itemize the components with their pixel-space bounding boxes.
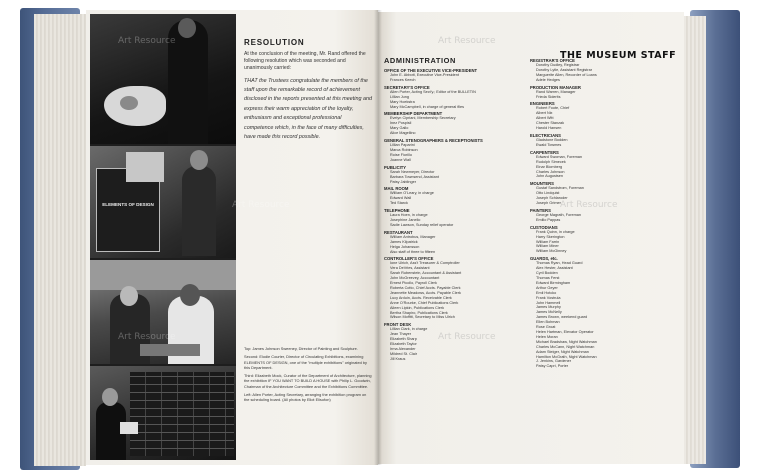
staff-member: James Kilpatrick	[390, 239, 418, 244]
staff-member: Ted Starck	[390, 201, 408, 206]
staff-member: Emil Hotcko	[536, 290, 557, 295]
staff-member: Marca Robinson	[390, 147, 418, 152]
staff-member: Also staff of three to fifteen	[390, 249, 436, 254]
section-heading: CARPENTERS	[530, 149, 559, 155]
staff-member: Rudolph Simecek	[536, 159, 566, 164]
staff-section	[530, 133, 680, 148]
watermark: Art Resource	[560, 200, 618, 210]
staff-member: Otto Lindquist	[536, 191, 560, 196]
staff-section	[384, 111, 524, 136]
staff-member: Lillian Clark, in charge	[390, 327, 428, 332]
staff-member: Irma Alexander	[390, 346, 416, 351]
watermark: Art Resource	[438, 332, 496, 342]
staff-member: Emilio Pappas	[536, 217, 561, 222]
staff-member: Gustaf Sandstrom, Foreman	[536, 186, 584, 191]
resolution-block	[244, 38, 372, 142]
staff-member: Adam Steiger, Night Watchman	[536, 349, 589, 354]
staff-section	[384, 256, 524, 320]
staff-member: Aileen Lipkin, Publications Clerk	[390, 305, 445, 310]
staff-section	[384, 165, 524, 185]
resolution-intro: At the conclusion of the meeting, Mr. Rand offered the following resolution which was seconded and unanimously carried:	[244, 51, 366, 72]
staff-member: Mildred St. Clair	[390, 351, 418, 356]
section-heading: SECRETARY'S OFFICE	[384, 84, 430, 90]
staff-section	[384, 68, 524, 83]
staff-section	[530, 208, 680, 223]
staff-section	[530, 225, 680, 255]
photo-mock-goodwin-house	[90, 260, 236, 364]
staff-member: Frieda Siderits	[536, 94, 561, 99]
administration-heading: ADMINISTRATION	[384, 56, 456, 65]
staff-member: John Hammell	[536, 300, 561, 305]
resolution-heading: RESOLUTION	[244, 38, 305, 47]
staff-member: Bertha Shapiro, Publications Clerk	[390, 310, 448, 315]
staff-member: Wilson Moffitt, Secretary to Miss Ulrich	[390, 315, 455, 320]
staff-member: Marguerite Allen, Recorder of Loans	[536, 72, 597, 77]
staff-section	[384, 230, 524, 255]
staff-member: Patsy Jablinger	[390, 179, 416, 184]
staff-member: Frank Quinn, in charge	[536, 229, 575, 234]
staff-member: Arthur Geyer	[536, 285, 558, 290]
staff-member: Barbara Townsend, Assistant	[390, 174, 439, 179]
section-heading: OFFICE OF THE EXECUTIVE VICE-PRESIDENT	[384, 68, 478, 73]
staff-member: Jill Kraus	[390, 356, 406, 361]
photo-porter-scheduling-board	[90, 366, 236, 460]
staff-member: Harry Skerington	[536, 234, 565, 239]
staff-member: Albert Witt	[536, 116, 554, 121]
staff-member: Edward Swoman, Foreman	[536, 154, 583, 159]
staff-member: Jeannette Meadows, Accts. Payable Clerk	[390, 290, 461, 295]
staff-member: Cyril Bodden	[536, 271, 558, 276]
section-heading: FRONT DESK	[384, 322, 412, 328]
section-heading: PRODUCTION MANAGER	[530, 84, 581, 90]
staff-section	[384, 85, 524, 110]
staff-member: William McGinney	[536, 249, 567, 254]
staff-member: Harold Hansen	[536, 126, 562, 131]
photo-courter-elements-of-design	[90, 146, 236, 258]
photo-sweeney-sculpture	[90, 14, 236, 144]
watermark: Art Resource	[438, 36, 496, 46]
staff-member: Frank Vostrula	[536, 295, 561, 300]
staff-member: Alice Magellino	[390, 131, 416, 136]
section-heading: GUARDS, etc.	[530, 256, 558, 262]
book-gutter	[374, 10, 382, 465]
staff-member: Joanne Wall	[390, 157, 411, 162]
watermark: Art Resource	[232, 200, 290, 210]
staff-section	[530, 85, 680, 100]
staff-member: Helen Moran	[536, 334, 558, 339]
staff-member: Elizabeth Sharp	[390, 337, 417, 342]
staff-member: Albert Nix	[536, 111, 553, 116]
section-heading: TELEPHONE	[384, 208, 410, 214]
section-heading: CONTROLLER'S OFFICE	[384, 256, 434, 262]
staff-member: Rose Groat	[536, 325, 556, 330]
watermark: Art Resource	[118, 36, 176, 46]
staff-member: Lucy Arduin, Accts. Receivable Clerk	[390, 295, 452, 300]
staff-member: Gladstone Bodden	[536, 137, 568, 142]
staff-member: Michael Bradshaw, Night Watchman	[536, 339, 597, 344]
staff-member: Helga Johansson	[390, 244, 420, 249]
staff-member: James McNelly	[536, 310, 562, 315]
photo-column	[90, 14, 236, 460]
staff-section	[384, 186, 524, 206]
staff-section	[530, 150, 680, 180]
staff-member: John Augustsen	[536, 174, 564, 179]
administration-column	[384, 56, 524, 364]
staff-member: Einar Blomberg	[536, 164, 563, 169]
section-heading: REGISTRAR'S OFFICE	[530, 58, 575, 63]
staff-member: Dorothy Dudley, Registrar	[536, 63, 580, 67]
staff-member: Mary McCampbell, in charge of general files	[390, 104, 465, 109]
staff-member: Anne O'Rourke, Chief Publications Clerk	[390, 300, 459, 305]
staff-member: John McGreevey, Accountant	[390, 276, 440, 281]
section-heading: PAINTERS	[530, 207, 551, 213]
watermark: Art Resource	[118, 332, 176, 342]
staff-member: Edward Birmingham	[536, 280, 571, 285]
section-heading: PUBLICITY	[384, 164, 407, 170]
staff-member: William O'Leary, in charge	[390, 191, 434, 196]
staff-member: James Brown, weekend guard	[536, 315, 588, 320]
staff-member: Mary Gallo	[390, 126, 409, 131]
section-heading: MEMBERSHIP DEPARTMENT	[384, 111, 443, 117]
photo-captions	[244, 346, 372, 406]
staff-member: Ernest Picollo, Payroll Clerk	[390, 281, 437, 286]
staff-member: Joseph Grimer	[536, 201, 561, 206]
staff-member: Sadie Lawson, Sunday relief operator	[390, 222, 454, 227]
staff-member: Helen Hartman, Elevator Operator	[536, 329, 594, 334]
staff-member: Lillian Jung	[390, 94, 409, 99]
staff-member: Hamilton McGrath, Night Watchman	[536, 354, 597, 359]
staff-member: Ellen Bohman	[536, 320, 560, 325]
staff-member: Alex Hester, Assistant	[536, 266, 573, 271]
staff-member: Rand Warren, Manager	[536, 89, 576, 94]
staff-list	[530, 58, 680, 369]
section-heading: MAIL ROOM	[384, 186, 409, 192]
staff-section	[530, 58, 680, 83]
staff-member: James Murphy	[536, 305, 561, 310]
staff-member: Sarah Rubenstein, Accountant & Assistant	[390, 271, 462, 276]
staff-member: Chester Stanzak	[536, 121, 565, 126]
staff-member: Jean Thayer	[390, 332, 412, 337]
staff-member: Sarah Newmeyer, Director	[390, 169, 435, 174]
museum-staff-heading: THE MUSEUM STAFF	[560, 50, 677, 61]
staff-section	[384, 138, 524, 163]
staff-member: Mary Hoekstra	[390, 99, 415, 104]
section-heading: CUSTODIANS	[530, 224, 558, 230]
staff-member: Ione Ulrich, Ass't Treasurer & Comptroller	[390, 261, 460, 266]
staff-member: Evelyn Cipriani, Membership Secretary	[390, 116, 456, 121]
poster-text: ELEMENTS OF DESIGN	[102, 202, 154, 207]
staff-section	[530, 256, 680, 369]
staff-member: Josephine Janello	[390, 218, 421, 223]
caption-second: Second: Elodie Courter, Director of Circulating Exhibitions, examining ELEMENTS OF DESIGN, one of the "multiple exhibitions" originated by this Department.	[244, 354, 367, 370]
staff-column	[530, 58, 680, 371]
section-heading: GENERAL STENOGRAPHERS & RECEPTIONISTS	[384, 138, 483, 144]
staff-member: Roberta Cotto, Chief Accts. Payable Clerk	[390, 286, 461, 290]
staff-member: William Antrobus, Manager	[390, 234, 436, 239]
staff-member: Edward Wall	[390, 196, 412, 201]
page-edges-left	[34, 14, 86, 466]
staff-member: Adele Hedges	[536, 77, 560, 82]
staff-member: Ewald Towmes	[536, 142, 562, 147]
section-heading: RESTAURANT	[384, 229, 413, 235]
administration-list	[384, 68, 524, 362]
staff-member: William Farrin	[536, 239, 560, 244]
staff-member: Thomas Ferst	[536, 276, 560, 280]
staff-member: Elizabeth Taylor	[390, 342, 417, 347]
staff-member: George Magrath, Foreman	[536, 212, 581, 217]
staff-member: Thomas Ryan, Head Guard	[536, 261, 583, 266]
staff-member: Lillian Paparini	[390, 143, 415, 148]
staff-member: Frances Keech	[390, 77, 416, 82]
section-heading: ENGINEERS	[530, 101, 555, 107]
staff-section	[530, 101, 680, 131]
section-heading: MOUNTERS	[530, 181, 554, 187]
staff-member: John E. Abbott, Executive Vice-President	[390, 73, 459, 77]
staff-member: Vera DeVries, Assistant	[390, 266, 430, 271]
caption-top: Top: James Johnson Sweeney, Director of Painting and Sculpture.	[244, 346, 358, 351]
staff-member: Patsy Capri, Porter	[536, 364, 569, 369]
staff-member: Robert Foote, Chief	[536, 106, 570, 111]
staff-member: Laura Hoen, in charge	[390, 213, 428, 218]
staff-member: Charles McCann, Night Watchman	[536, 344, 595, 349]
staff-member: Charles Johnson	[536, 169, 565, 174]
staff-member: J. Jenkins, Gardener	[536, 359, 572, 364]
staff-member: Dorothy Lytle, Assistant Registrar	[536, 67, 592, 72]
section-heading: ELECTRICIANS	[530, 132, 561, 138]
caption-third: Third: Elizabeth Mock, Curator of the Department of Architecture, planning the exhibition IF YOU WANT TO BUILD A HOUSE with Philip L. Goodwin, Chairman of the Architecture Committee and the Exhibitions Committee.	[244, 373, 372, 389]
staff-section	[384, 322, 524, 361]
staff-section	[384, 208, 524, 228]
staff-member: William Miner	[536, 244, 559, 249]
resolution-text: THAT the Trustees congratulate the members of the staff upon the remarkable record of achievement disclosed in the reports presented at this meeting and express their warm appreciation of the loyalty, enthusiasm and exceptional professional competence which, in the face of many difficulties, have made this record possible.	[244, 77, 372, 141]
caption-left: Left: Allen Porter, Acting Secretary, arranging the exhibition program on the scheduling board. (All photos by Eliot Elisofon)	[244, 392, 367, 403]
staff-member: Joseph Schlaroder	[536, 196, 568, 201]
staff-member: Inez Pospisil	[390, 121, 412, 126]
staff-member: Allen Porter, Acting Sect'y.; Editor of the BULLETIN	[390, 89, 476, 94]
staff-member: Roise Fiorillo	[390, 152, 412, 157]
